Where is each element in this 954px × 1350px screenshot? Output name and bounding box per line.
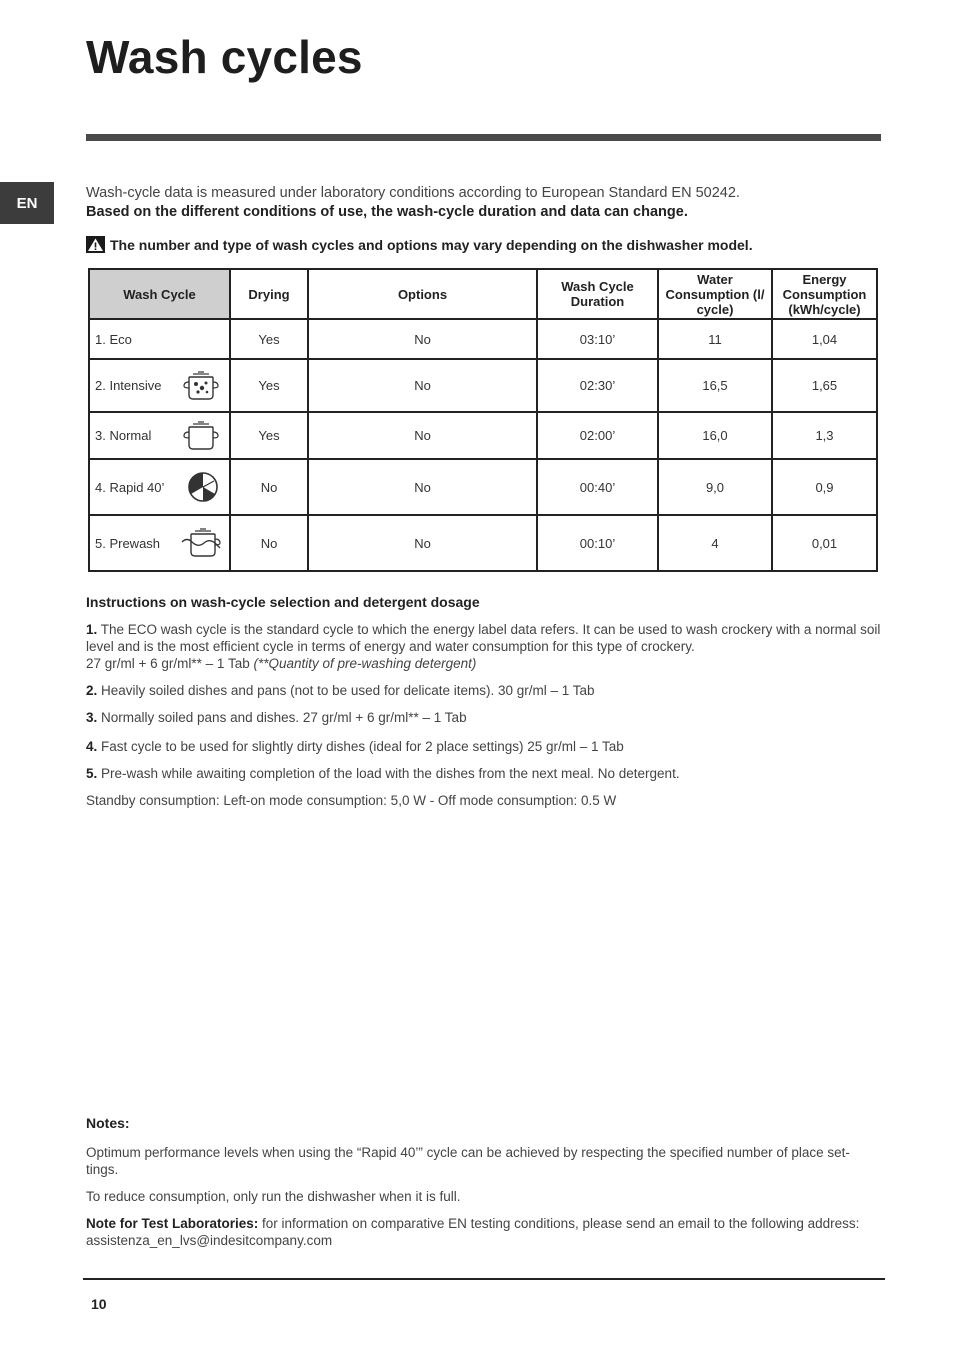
water-cell: 4 — [658, 515, 772, 571]
options-cell: No — [308, 412, 537, 459]
note-rapid: Optimum performance levels when using the “Rapid 40’” cycle can be achieved by respecting the specified number of place set-tings. — [86, 1145, 850, 1177]
header-duration: Wash Cycle Duration — [537, 269, 658, 319]
duration-cell: 02:00’ — [537, 412, 658, 459]
cycle-name-cell — [89, 515, 230, 571]
instruction-item — [86, 621, 882, 672]
footer-divider — [83, 1278, 885, 1280]
drying-cell: No — [230, 515, 308, 571]
instruction-number: 1. — [86, 622, 98, 637]
duration-cell: 00:10’ — [537, 515, 658, 571]
instruction-item — [86, 682, 882, 699]
water-cell: 16,0 — [658, 412, 772, 459]
instruction-item — [86, 709, 882, 726]
energy-cell: 0,01 — [772, 515, 877, 571]
duration-cell: 00:40’ — [537, 459, 658, 515]
cycle-name: 2. Intensive — [95, 378, 162, 393]
instruction-item — [86, 765, 882, 782]
intro-line-1: Wash-cycle data is measured under laboratory conditions according to European Standard EN 50242. — [86, 185, 740, 201]
clock-rapid-icon — [181, 470, 221, 504]
water-cell: 9,0 — [658, 459, 772, 515]
instruction-number: 4. — [86, 739, 98, 754]
note-full-load: To reduce consumption, only run the dishwasher when it is full. — [86, 1189, 461, 1204]
cycle-name-cell — [89, 459, 230, 515]
pot-icon — [181, 419, 221, 453]
header-drying: Drying — [230, 269, 308, 319]
instruction-item — [86, 738, 882, 755]
page-title: Wash cycles — [86, 31, 363, 83]
options-cell: No — [308, 319, 537, 359]
warning-triangle-icon — [86, 236, 105, 253]
note-test-labs-label: Note for Test Laboratories: — [86, 1216, 259, 1231]
instruction-text: Normally soiled pans and dishes. 27 gr/ml + 6 gr/ml** – 1 Tab — [97, 710, 467, 725]
drying-cell: No — [230, 459, 308, 515]
table-header-row — [89, 269, 877, 319]
water-cell: 11 — [658, 319, 772, 359]
cycle-name: 5. Prewash — [95, 535, 161, 551]
options-cell: No — [308, 459, 537, 515]
instruction-number: 5. — [86, 766, 98, 781]
notes-section — [86, 1115, 882, 1259]
instruction-text: Heavily soiled dishes and pans (not to be used for delicate items). 30 gr/ml – 1 Tab — [97, 683, 595, 698]
instruction-number: 2. — [86, 683, 98, 698]
pot-heavy-icon — [181, 369, 221, 403]
table-row — [89, 412, 877, 459]
instruction-text: The ECO wash cycle is the standard cycle to which the energy label data refers. It can be used to wash crockery with a normal soil level and is the most efficient cycle in terms of energy and water consumption for this type of crockery. — [86, 622, 881, 654]
energy-cell: 0,9 — [772, 459, 877, 515]
cycle-name-cell — [89, 319, 230, 359]
instructions-section — [86, 594, 882, 819]
table-row — [89, 359, 877, 412]
note-test-labs-text: for information on comparative EN testing conditions, please send an email to the following address: assistenza_en_lvs@indesitcompany.com — [86, 1216, 860, 1248]
drying-cell: Yes — [230, 412, 308, 459]
standby-consumption: Standby consumption: Left-on mode consumption: 5,0 W - Off mode consumption: 0.5 W — [86, 793, 617, 808]
header-options: Options — [308, 269, 537, 319]
header-energy: Energy Consumption (kWh/cycle) — [772, 269, 877, 319]
warning-notice — [86, 236, 886, 253]
header-water: Water Consumption (l/ cycle) — [658, 269, 772, 319]
instructions-heading: Instructions on wash-cycle selection and detergent dosage — [86, 594, 480, 610]
instruction-number: 3. — [86, 710, 98, 725]
warning-text: The number and type of wash cycles and options may vary depending on the dishwasher model. — [110, 236, 753, 253]
title-divider — [86, 134, 881, 141]
drying-cell: Yes — [230, 319, 308, 359]
drying-cell: Yes — [230, 359, 308, 412]
table-row — [89, 319, 877, 359]
cycle-name-cell — [89, 359, 230, 412]
energy-cell: 1,3 — [772, 412, 877, 459]
prewash-icon — [181, 526, 221, 560]
options-cell: No — [308, 515, 537, 571]
instruction-text: Pre-wash while awaiting completion of the load with the dishes from the next meal. No detergent. — [97, 766, 680, 781]
energy-cell: 1,65 — [772, 359, 877, 412]
table-row — [89, 515, 877, 571]
note-test-labs — [86, 1215, 882, 1249]
instruction-text: Fast cycle to be used for slightly dirty dishes (ideal for 2 place settings) 25 gr/ml – 1 Tab — [97, 739, 624, 754]
language-tab: EN — [0, 182, 54, 224]
duration-cell: 02:30’ — [537, 359, 658, 412]
options-cell: No — [308, 359, 537, 412]
table-row — [89, 459, 877, 515]
cycle-name: 4. Rapid 40’ — [95, 479, 165, 495]
page-number: 10 — [91, 1296, 107, 1312]
wash-cycles-table — [88, 268, 878, 572]
water-cell: 16,5 — [658, 359, 772, 412]
intro-line-2: Based on the different conditions of use, the wash-cycle duration and data can change. — [86, 204, 688, 220]
cycle-name: 1. Eco — [95, 331, 132, 347]
notes-heading: Notes: — [86, 1115, 130, 1131]
cycle-name: 3. Normal — [95, 428, 152, 443]
header-wash-cycle: Wash Cycle — [89, 269, 230, 319]
duration-cell: 03:10’ — [537, 319, 658, 359]
instruction-dosage-note: (**Quantity of pre-washing detergent) — [253, 656, 477, 671]
cycle-name-cell — [89, 412, 230, 459]
instruction-dosage: 27 gr/ml + 6 gr/ml** – 1 Tab — [86, 656, 254, 671]
intro-text — [86, 184, 886, 222]
energy-cell: 1,04 — [772, 319, 877, 359]
